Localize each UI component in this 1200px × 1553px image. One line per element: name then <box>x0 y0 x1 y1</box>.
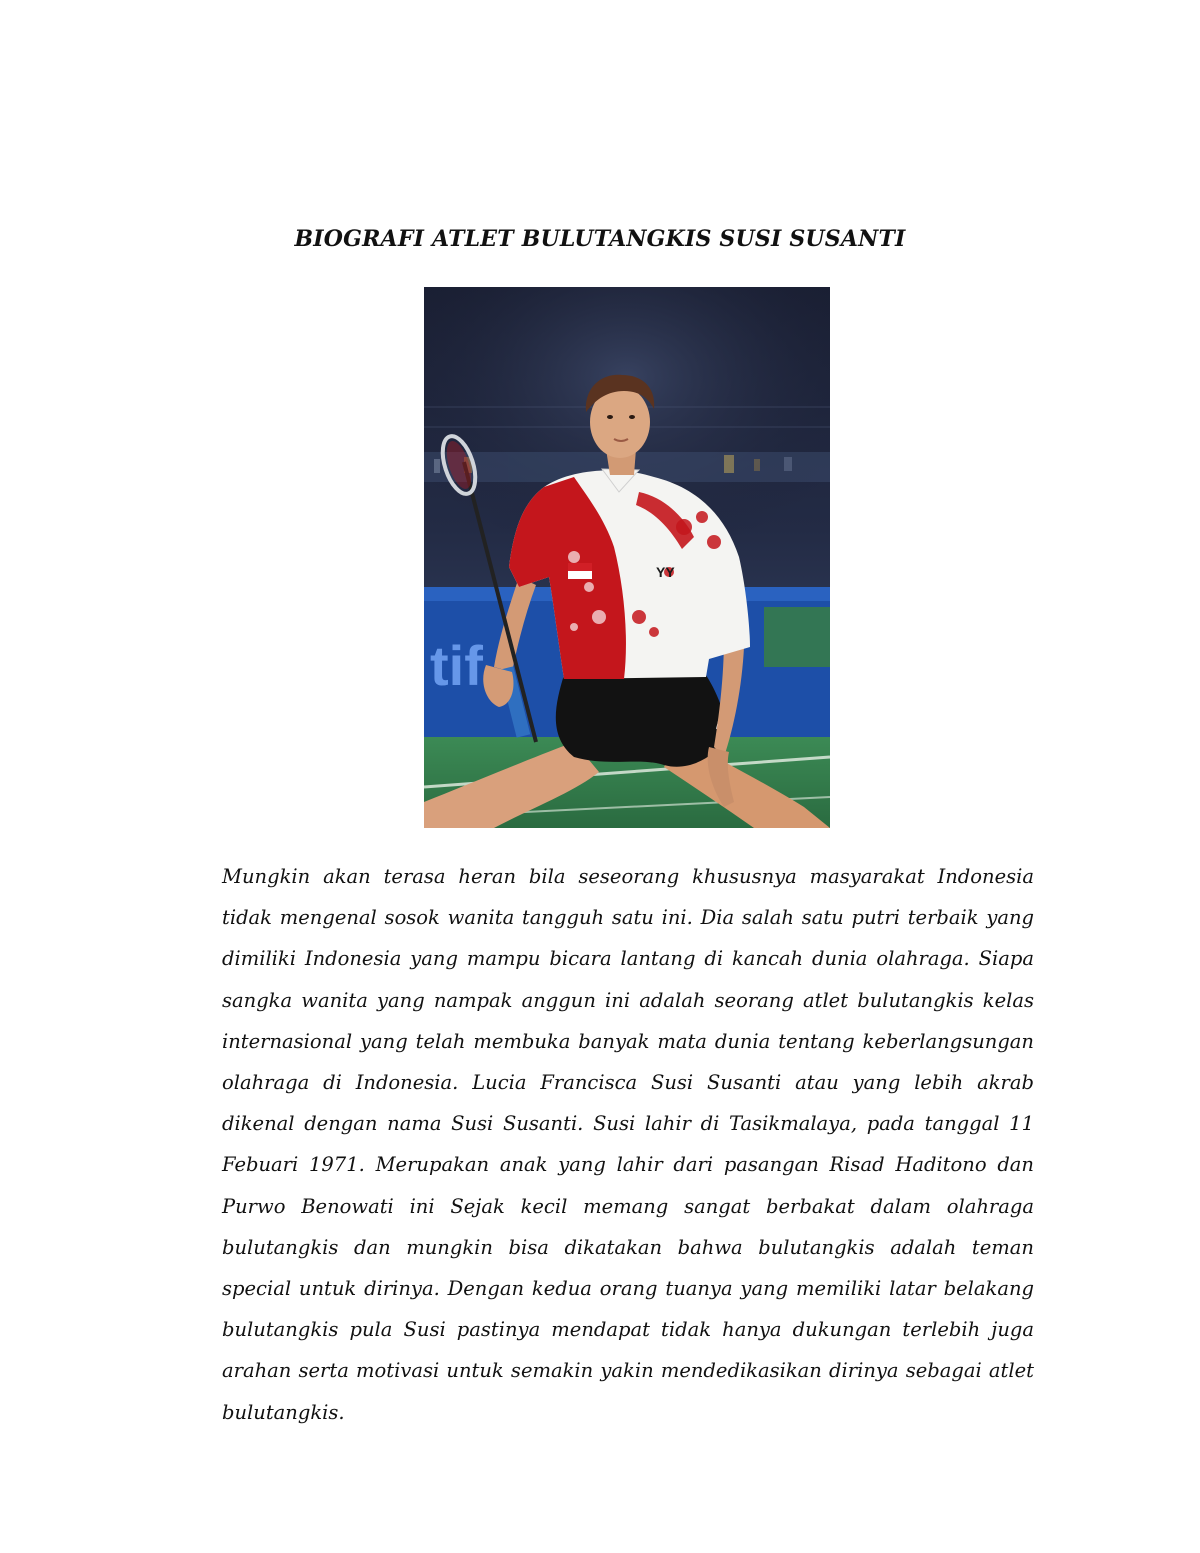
athlete-photo <box>424 287 830 828</box>
biography-paragraph: Mungkin akan terasa heran bila seseorang khususnya masyarakat Indonesia tidak mengenal sosok wanita tangguh satu ini. Dia salah satu putri terbaik yang dimiliki Indonesia yang mampu bicara lantang di kancah dunia olahraga. Siapa sangka wanita yang nampak anggun ini adalah seorang atlet bulutangkis kelas internasional yang telah membuka banyak mata dunia tentang keberlangsungan olahraga di Indonesia. Lucia Francisca Susi Susanti atau yang lebih akrab dikenal dengan nama Susi Susanti. Susi lahir di Tasikmalaya, pada tanggal 11 Febuari 1971. Merupakan anak yang lahir dari pasangan Risad Haditono dan Purwo Benowati ini Sejak kecil memang sangat berbakat dalam olahraga bulutangkis dan mungkin bisa dikatakan bahwa bulutangkis adalah teman special untuk dirinya. Dengan kedua orang tuanya yang memiliki latar belakang bulutangkis pula Susi pastinya mendapat tidak hanya dukungan terlebih juga arahan serta motivasi untuk semakin yakin mendedikasikan dirinya sebagai atlet bulutangkis. <box>222 865 1034 1424</box>
svg-text:tif: tif <box>430 634 483 697</box>
svg-text:YY: YY <box>656 564 675 580</box>
document-title: BIOGRAFI ATLET BULUTANGKIS SUSI SUSANTI <box>294 226 906 252</box>
